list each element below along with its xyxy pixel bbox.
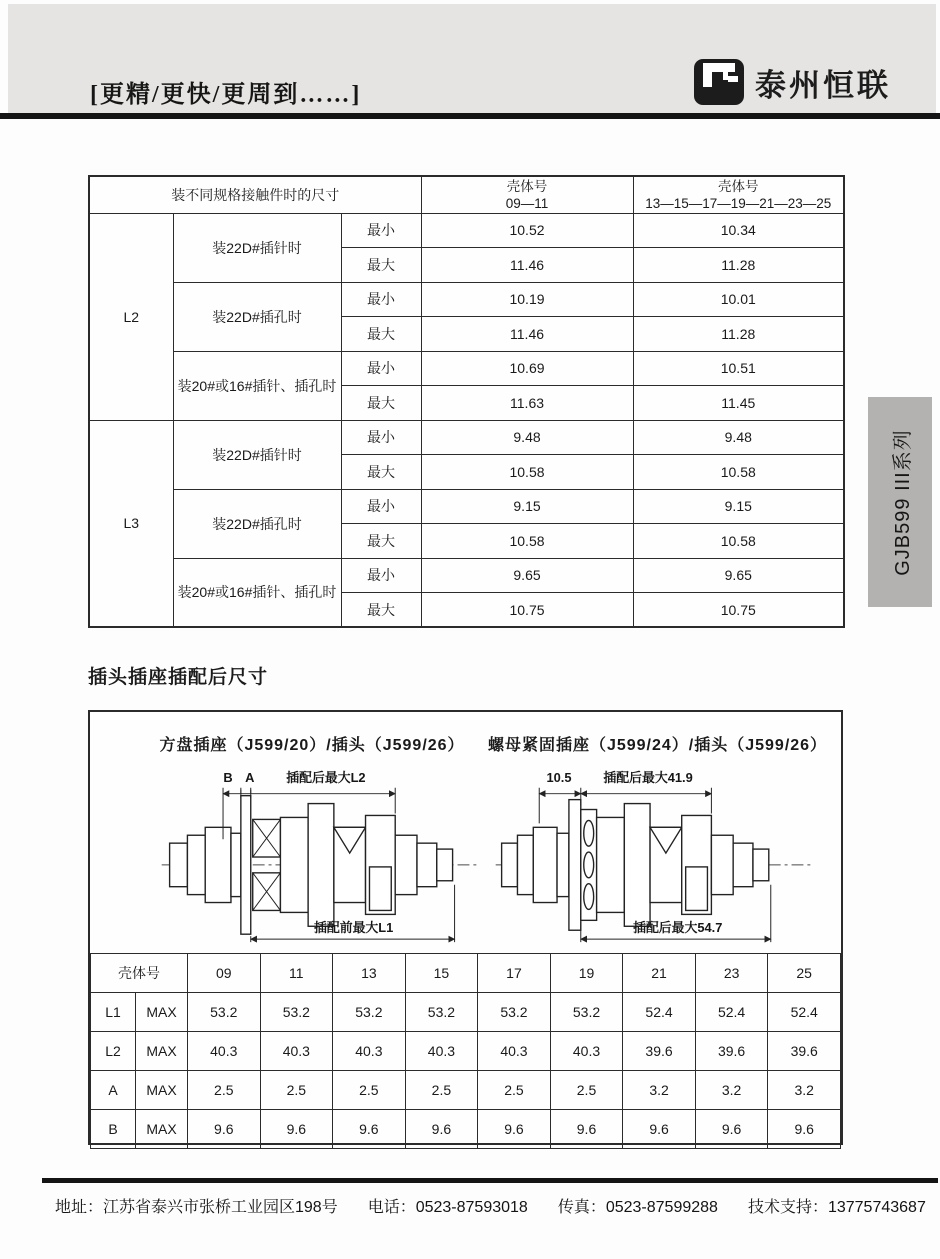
shell-range: 13—15—17—19—21—23—25 bbox=[645, 195, 832, 211]
spec-label-cell: 装22D#插孔时 bbox=[173, 489, 341, 558]
param-cell: L2 bbox=[91, 1032, 136, 1071]
value-cell: 39.6 bbox=[695, 1032, 768, 1071]
size-row-b bbox=[91, 1110, 841, 1149]
value-cell: 2.5 bbox=[405, 1071, 478, 1110]
dims-title-cell: 装不同规格接触件时的尺寸 bbox=[89, 176, 421, 213]
spec-label-cell: 装20#或16#插针、插孔时 bbox=[173, 351, 341, 420]
value-cell: 11.63 bbox=[421, 386, 633, 421]
dim-label-b: B bbox=[223, 769, 233, 785]
footer-fax: 传真：0523-87599288 bbox=[557, 1199, 718, 1216]
table-row bbox=[89, 282, 844, 317]
spec-label-cell: 装22D#插孔时 bbox=[173, 282, 341, 351]
contact-dimensions-table bbox=[88, 175, 845, 628]
value-cell: 9.6 bbox=[188, 1110, 261, 1149]
value-cell: 11.46 bbox=[421, 317, 633, 352]
bound-cell: 最小 bbox=[341, 351, 421, 386]
shell-col: 19 bbox=[550, 954, 623, 993]
bound-cell: 最大 bbox=[341, 593, 421, 628]
shell-col: 15 bbox=[405, 954, 478, 993]
footer-phone: 电话：0523-87593018 bbox=[367, 1199, 528, 1216]
value-cell: 9.6 bbox=[333, 1110, 406, 1149]
value-cell: 39.6 bbox=[623, 1032, 696, 1071]
shell-col: 21 bbox=[623, 954, 696, 993]
shell-col: 11 bbox=[260, 954, 333, 993]
value-cell: 40.3 bbox=[478, 1032, 551, 1071]
bound-cell: 最小 bbox=[341, 558, 421, 593]
value-cell: 9.65 bbox=[633, 558, 844, 593]
value-cell: 9.6 bbox=[478, 1110, 551, 1149]
company-logo bbox=[693, 58, 891, 106]
dim-label-l1: 插配前最大L1 bbox=[313, 920, 394, 936]
value-cell: 2.5 bbox=[478, 1071, 551, 1110]
value-cell: 40.3 bbox=[550, 1032, 623, 1071]
value-cell: 9.6 bbox=[768, 1110, 841, 1149]
shell-col: 25 bbox=[768, 954, 841, 993]
value-cell: 40.3 bbox=[260, 1032, 333, 1071]
table-row bbox=[89, 558, 844, 593]
footer-support: 技术支持：13775743687 bbox=[747, 1199, 926, 1216]
param-cell: B bbox=[91, 1110, 136, 1149]
value-cell: 53.2 bbox=[260, 993, 333, 1032]
value-cell: 9.6 bbox=[550, 1110, 623, 1149]
bound-cell: 最大 bbox=[341, 248, 421, 283]
shell-col: 13 bbox=[333, 954, 406, 993]
dim-label-offset: 10.5 bbox=[546, 769, 572, 785]
table-row bbox=[89, 213, 844, 248]
value-cell: 53.2 bbox=[550, 993, 623, 1032]
bound-cell: 最大 bbox=[341, 524, 421, 559]
value-cell: 10.58 bbox=[633, 455, 844, 490]
value-cell: 9.15 bbox=[421, 489, 633, 524]
header-divider bbox=[0, 113, 940, 119]
mated-dimensions-panel bbox=[88, 710, 843, 1145]
spec-label-cell: 装22D#插针时 bbox=[173, 420, 341, 489]
spec-label-cell: 装22D#插针时 bbox=[173, 213, 341, 282]
value-cell: 9.6 bbox=[623, 1110, 696, 1149]
value-cell: 11.46 bbox=[421, 248, 633, 283]
jam-nut-connector-drawing bbox=[490, 764, 820, 952]
value-cell: 10.19 bbox=[421, 282, 633, 317]
shell-group-2-header bbox=[633, 176, 844, 213]
value-cell: 10.58 bbox=[421, 524, 633, 559]
shell-col: 17 bbox=[478, 954, 551, 993]
value-cell: 52.4 bbox=[623, 993, 696, 1032]
value-cell: 2.5 bbox=[333, 1071, 406, 1110]
value-cell: 11.28 bbox=[633, 248, 844, 283]
size-row-l1 bbox=[91, 993, 841, 1032]
qual-cell: MAX bbox=[136, 1110, 188, 1149]
value-cell: 10.58 bbox=[421, 455, 633, 490]
value-cell: 2.5 bbox=[188, 1071, 261, 1110]
value-cell: 40.3 bbox=[405, 1032, 478, 1071]
value-cell: 11.45 bbox=[633, 386, 844, 421]
bound-cell: 最小 bbox=[341, 420, 421, 455]
value-cell: 10.75 bbox=[421, 593, 633, 628]
footer bbox=[55, 1194, 926, 1217]
bound-cell: 最小 bbox=[341, 282, 421, 317]
group-label-cell: L2 bbox=[89, 213, 173, 420]
value-cell: 10.58 bbox=[633, 524, 844, 559]
value-cell: 3.2 bbox=[768, 1071, 841, 1110]
left-drawing-caption: 方盘插座（J599/20）/插头（J599/26） bbox=[159, 737, 465, 754]
value-cell: 53.2 bbox=[405, 993, 478, 1032]
size-table-header-row bbox=[91, 954, 841, 993]
table-row bbox=[89, 420, 844, 455]
series-side-tab bbox=[868, 397, 932, 607]
table-header-row bbox=[89, 176, 844, 213]
table-row bbox=[89, 351, 844, 386]
group-label-cell: L3 bbox=[89, 420, 173, 627]
value-cell: 53.2 bbox=[188, 993, 261, 1032]
shell-label: 壳体号 bbox=[718, 178, 759, 194]
shell-number-header: 壳体号 bbox=[91, 954, 188, 993]
value-cell: 40.3 bbox=[333, 1032, 406, 1071]
value-cell: 53.2 bbox=[478, 993, 551, 1032]
dim-label-l2: 插配后最大L2 bbox=[286, 769, 366, 785]
shell-group-1-header bbox=[421, 176, 633, 213]
param-cell: A bbox=[91, 1071, 136, 1110]
value-cell: 9.48 bbox=[633, 420, 844, 455]
spec-label-cell: 装20#或16#插针、插孔时 bbox=[173, 558, 341, 627]
shell-label: 壳体号 bbox=[506, 178, 548, 194]
series-label: GJB599 III系列 bbox=[891, 428, 914, 576]
shell-size-table bbox=[90, 953, 841, 1149]
param-cell: L1 bbox=[91, 993, 136, 1032]
value-cell: 10.69 bbox=[421, 351, 633, 386]
value-cell: 10.01 bbox=[633, 282, 844, 317]
lh-logo-icon bbox=[693, 58, 745, 106]
shell-range: 09—11 bbox=[505, 195, 549, 211]
right-drawing-caption: 螺母紧固插座（J599/24）/插头（J599/26） bbox=[487, 737, 828, 754]
value-cell: 9.6 bbox=[260, 1110, 333, 1149]
qual-cell: MAX bbox=[136, 1032, 188, 1071]
bound-cell: 最大 bbox=[341, 386, 421, 421]
value-cell: 10.75 bbox=[633, 593, 844, 628]
value-cell: 9.15 bbox=[633, 489, 844, 524]
qual-cell: MAX bbox=[136, 1071, 188, 1110]
dim-label-mated-l1: 插配后最大54.7 bbox=[633, 920, 723, 936]
square-flange-connector-drawing bbox=[156, 764, 486, 952]
bound-cell: 最小 bbox=[341, 489, 421, 524]
value-cell: 11.28 bbox=[633, 317, 844, 352]
dim-label-a: A bbox=[245, 769, 255, 785]
section-title: 插头插座插配后尺寸 bbox=[88, 667, 269, 688]
bound-cell: 最大 bbox=[341, 317, 421, 352]
value-cell: 9.48 bbox=[421, 420, 633, 455]
value-cell: 2.5 bbox=[550, 1071, 623, 1110]
brand-name: 泰州恒联 bbox=[755, 67, 891, 103]
value-cell: 52.4 bbox=[695, 993, 768, 1032]
value-cell: 10.52 bbox=[421, 213, 633, 248]
qual-cell: MAX bbox=[136, 993, 188, 1032]
value-cell: 3.2 bbox=[623, 1071, 696, 1110]
size-row-l2 bbox=[91, 1032, 841, 1071]
value-cell: 53.2 bbox=[333, 993, 406, 1032]
footer-address: 地址：江苏省泰兴市张桥工业园区198号 bbox=[55, 1199, 338, 1216]
value-cell: 9.6 bbox=[695, 1110, 768, 1149]
drawings-area bbox=[90, 712, 841, 953]
value-cell: 9.65 bbox=[421, 558, 633, 593]
value-cell: 2.5 bbox=[260, 1071, 333, 1110]
size-row-a bbox=[91, 1071, 841, 1110]
value-cell: 39.6 bbox=[768, 1032, 841, 1071]
value-cell: 52.4 bbox=[768, 993, 841, 1032]
value-cell: 10.34 bbox=[633, 213, 844, 248]
shell-col: 09 bbox=[188, 954, 261, 993]
table-row bbox=[89, 489, 844, 524]
dim-label-mated-l2: 插配后最大41.9 bbox=[603, 769, 693, 785]
value-cell: 10.51 bbox=[633, 351, 844, 386]
value-cell: 3.2 bbox=[695, 1071, 768, 1110]
value-cell: 40.3 bbox=[188, 1032, 261, 1071]
header-slogan: [更精/更快/更周到……] bbox=[90, 82, 362, 108]
footer-divider bbox=[42, 1178, 938, 1183]
bound-cell: 最小 bbox=[341, 213, 421, 248]
value-cell: 9.6 bbox=[405, 1110, 478, 1149]
shell-col: 23 bbox=[695, 954, 768, 993]
bound-cell: 最大 bbox=[341, 455, 421, 490]
